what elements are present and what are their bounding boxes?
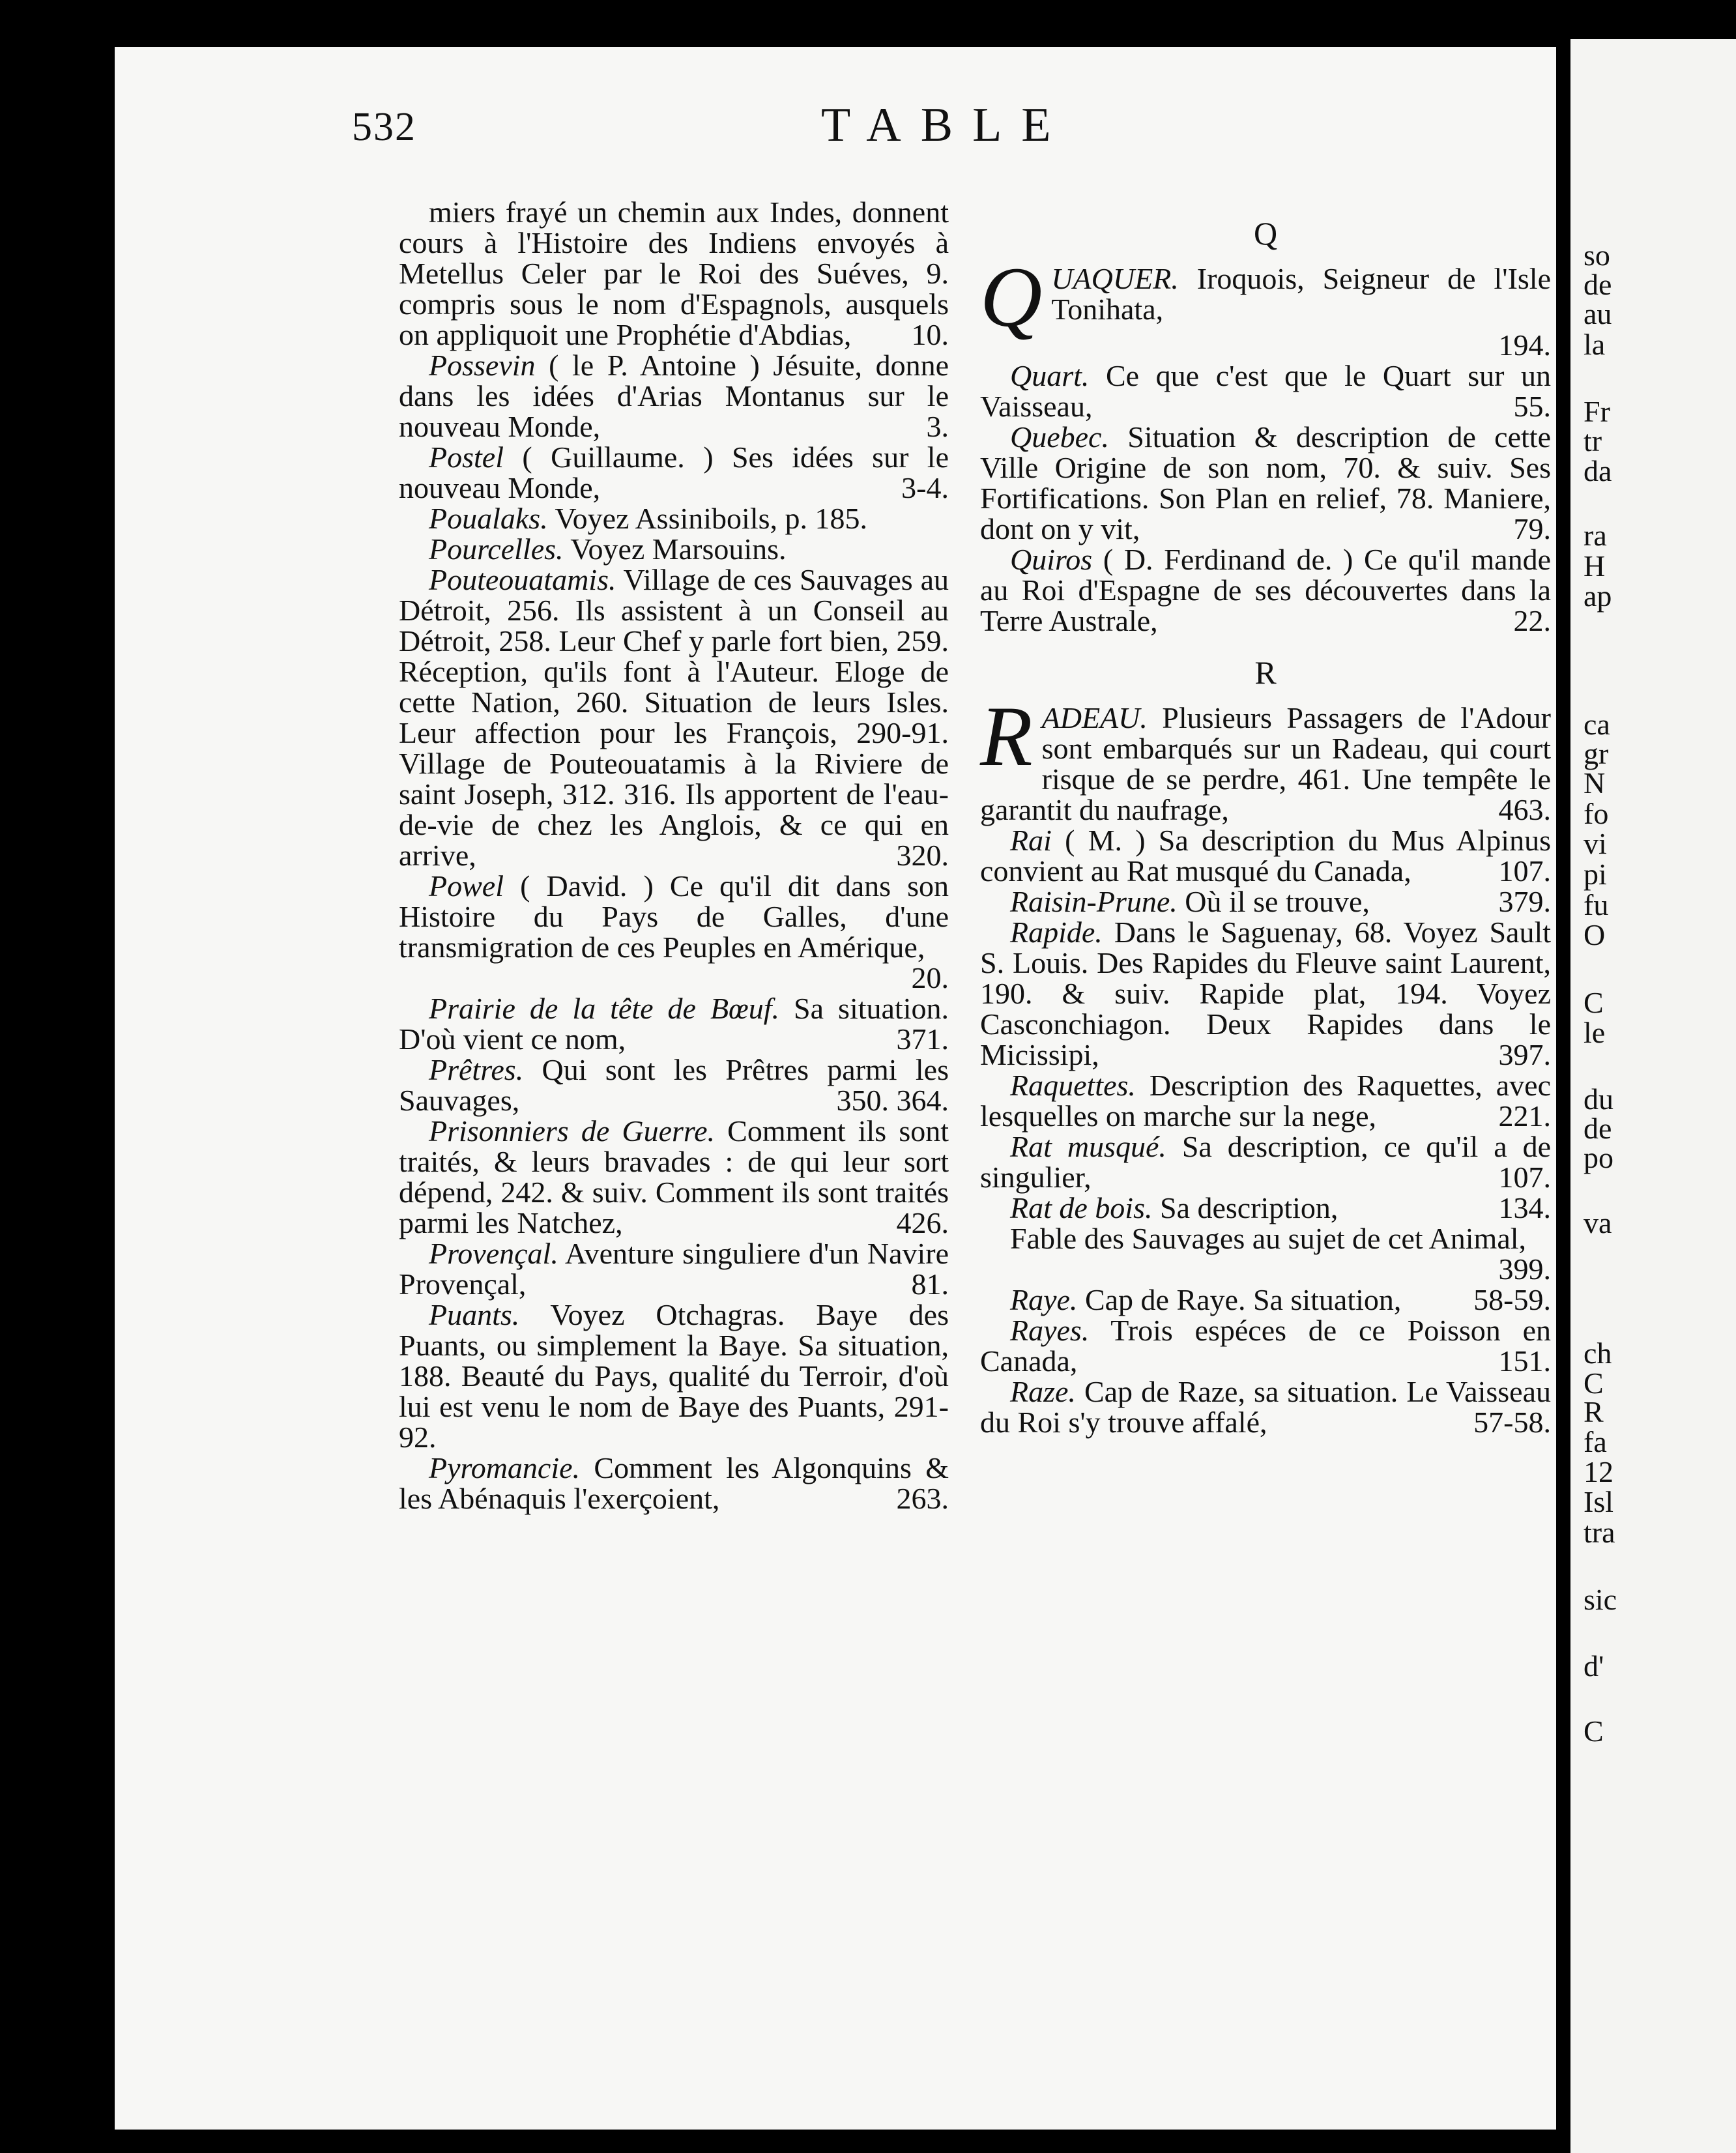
index-entry xyxy=(399,871,949,993)
entry-text: Cap de Raye. Sa situation, xyxy=(1084,1283,1402,1316)
facing-page-fragment: O xyxy=(1584,918,1606,951)
page-reference: 10. xyxy=(911,318,949,351)
facing-page-fragment: fa xyxy=(1584,1425,1607,1458)
facing-page-fragment: Fr xyxy=(1584,395,1610,428)
entry-heading: Rapide. xyxy=(1010,916,1103,949)
index-entry xyxy=(399,503,949,534)
entry-text: Village de ces Sauvages au Détroit, 256. Ils assistent à un Conseil au Détroit, 258. Leur Chef y parle fort bien, 259. Réception, qu'ils font à l'Auteur. Eloge de cette Nation, 260. Situation de leurs Isles. Leur affection pour les François, 290-91. Village de Pouteouatamis à la Riviere de saint Joseph, 312. 316. Ils apportent de l'eau-de-vie de chez les Anglois, & ce qui en arrive, xyxy=(399,563,949,872)
entry-heading: Raye. xyxy=(1010,1283,1078,1316)
page-reference: 58-59. xyxy=(1473,1283,1551,1316)
facing-page-fragment: du xyxy=(1584,1082,1613,1116)
index-entry xyxy=(399,197,949,350)
page-reference: 134. xyxy=(1498,1191,1551,1224)
index-entry xyxy=(980,1131,1551,1192)
entry-text: Description des Raquettes, avec lesquelles on marche sur la nege, xyxy=(980,1069,1552,1133)
index-entry xyxy=(399,1299,949,1452)
running-title: TABLE xyxy=(821,98,1071,152)
facing-page-fragment: ca xyxy=(1584,708,1610,741)
facing-page-fragment: C xyxy=(1584,986,1604,1019)
page-reference: 3. xyxy=(926,410,949,443)
entry-heading: Rat musqué. xyxy=(1010,1130,1166,1163)
index-entry xyxy=(980,1192,1551,1223)
page-reference: 397. xyxy=(1498,1038,1551,1071)
entry-heading: Raze. xyxy=(1010,1375,1076,1408)
index-entry xyxy=(980,1223,1551,1284)
facing-page-edge xyxy=(1570,39,1736,2153)
facing-page-fragment: fo xyxy=(1584,797,1609,830)
index-entry xyxy=(980,886,1551,917)
facing-page-fragment: ch xyxy=(1584,1337,1612,1370)
index-entry-quaquer: QUAQUER. Iroquois, Seigneur de l'Isle Tonihata, 194. xyxy=(980,249,1551,362)
entry-text: Cap de Raze, sa situation. Le Vaisseau du Roi s'y trouve affalé, xyxy=(980,1375,1551,1439)
page-reference: 221. xyxy=(1498,1099,1551,1133)
facing-page-fragment: le xyxy=(1584,1016,1606,1049)
page-reference: 379. xyxy=(1498,885,1551,918)
dropcap-r: R xyxy=(980,688,1033,784)
entry-text: Voyez Otchagras. Baye des Puants, ou simplement la Baye. Sa situation, 188. Beauté du Pays, qualité du Terroir, d'où lui est venu le nom de Baye des Puants, 291-92. xyxy=(399,1298,949,1454)
page-reference: 426. xyxy=(896,1206,949,1239)
entry-heading: Prêtres. xyxy=(429,1053,524,1086)
section-q-entries xyxy=(980,360,1551,636)
index-entry xyxy=(980,917,1551,1070)
entry-text: Comment ils sont traités, & leurs bravades : de qui leur sort dépend, 242. & suiv. Comment ils sont traités parmi les Natchez, xyxy=(399,1114,949,1239)
facing-page-fragment: tra xyxy=(1584,1516,1615,1549)
index-entry xyxy=(399,1452,949,1514)
entry-text: ( Guillaume. ) Ses idées sur le nouveau Monde, xyxy=(399,441,949,504)
entry-text: Aventure singuliere d'un Navire Provençal, xyxy=(399,1237,949,1301)
facing-page-fragment: 12 xyxy=(1584,1455,1613,1488)
entry-text: Dans le Saguenay, 68. Voyez Sault S. Louis. Des Rapides du Fleuve saint Laurent, 190. & suiv. Rapide plat, 194. Voyez Casconchiagon. Deux Rapides dans le Micissipi, xyxy=(980,916,1552,1071)
entry-text: ( le P. Antoine ) Jésuite, donne dans les idées d'Arias Montanus sur le nouveau Monde, xyxy=(399,349,949,443)
entry-heading: Provençal. xyxy=(429,1237,558,1270)
index-entry xyxy=(980,360,1551,422)
index-column-right xyxy=(980,197,1551,1438)
index-entry xyxy=(399,993,949,1054)
entry-text: ( M. ) Sa description du Mus Alpinus convient au Rat musqué du Canada, xyxy=(980,824,1551,888)
entry-text: Qui sont les Prêtres parmi les Sauvages, xyxy=(399,1053,949,1117)
entry-text: ( D. Ferdinand de. ) Ce qu'il mande au Roi d'Espagne de ses découvertes dans la Terre Australe, xyxy=(980,543,1552,637)
entry-text: ( David. ) Ce qu'il dit dans son Histoire du Pays de Galles, d'une transmigration de ces Peuples en Amérique, xyxy=(399,869,949,964)
entry-heading: Quiros xyxy=(1010,543,1093,576)
entry-heading: Quebec. xyxy=(1010,420,1109,454)
index-entry xyxy=(980,1070,1551,1131)
entry-text: Sa situation. D'où vient ce nom, xyxy=(399,992,949,1056)
facing-page-fragment: so xyxy=(1584,238,1610,272)
facing-page-fragment: R xyxy=(1584,1395,1604,1428)
facing-page-fragment: tr xyxy=(1584,424,1602,457)
index-entry xyxy=(980,825,1551,886)
section-r-entries xyxy=(980,825,1551,1438)
entry-heading: Rat de bois. xyxy=(1010,1191,1153,1224)
entry-heading: Raisin-Prune. xyxy=(1010,885,1178,918)
section-letter-q: Q xyxy=(1253,215,1278,252)
facing-page-fragment: da xyxy=(1584,454,1612,487)
entry-heading: Rai xyxy=(1010,824,1052,857)
index-entry xyxy=(399,350,949,442)
page-reference: 3-4. xyxy=(901,471,949,504)
entry-text: Voyez Marsouins. xyxy=(570,532,787,566)
facing-page-fragment: sic xyxy=(1584,1583,1617,1616)
index-entry xyxy=(399,564,949,871)
index-entry xyxy=(399,1116,949,1238)
index-entry xyxy=(399,534,949,564)
page-reference: 320. xyxy=(896,839,949,872)
page-reference: 263. xyxy=(896,1482,949,1515)
facing-page-fragment: la xyxy=(1584,328,1606,361)
entry-heading: Quart. xyxy=(1010,359,1090,392)
entry-text: Trois espéces de ce Poisson en Canada, xyxy=(980,1314,1551,1378)
page-reference: 350. 364. xyxy=(836,1084,949,1117)
page-reference: 151. xyxy=(1498,1344,1551,1378)
page-reference: 79. xyxy=(1513,512,1551,545)
index-entry-radeau: RADEAU. Plusieurs Passagers de l'Adour sont embarqués sur un Radeau, qui court risque de se perdre, 461. Une tempête le garantit du naufrage, 463. xyxy=(980,688,1552,826)
facing-page-fragment: ap xyxy=(1584,579,1612,613)
entry-heading: Powel xyxy=(429,869,504,903)
entry-text: Fable des Sauvages au sujet de cet Animal, xyxy=(1010,1222,1527,1255)
entry-text: Sa description, ce qu'il a de singulier, xyxy=(980,1130,1551,1194)
entry-heading: Raquettes. xyxy=(1010,1069,1136,1102)
entry-heading: Possevin xyxy=(429,349,536,382)
page-reference: 399. xyxy=(1498,1252,1551,1286)
page-reference: 371. xyxy=(896,1022,949,1056)
entry-heading: Rayes. xyxy=(1010,1314,1090,1347)
entry-text: Comment les Algonquins & les Abénaquis l'exerçoient, xyxy=(399,1451,949,1515)
facing-page-fragment: N xyxy=(1584,766,1606,800)
facing-page-fragment: au xyxy=(1584,297,1612,330)
entry-heading: Pyromancie. xyxy=(429,1451,581,1484)
entry-text: Où il se trouve, xyxy=(1185,885,1370,918)
facing-page-fragment: de xyxy=(1584,1112,1612,1145)
entry-text: Sa description, xyxy=(1159,1191,1338,1224)
facing-page-fragment: vi xyxy=(1584,827,1607,860)
facing-page-fragment: C xyxy=(1584,1714,1604,1748)
entry-text: miers frayé un chemin aux Indes, donnent cours à l'Histoire des Indiens envoyés à Metellus Celer par le Roi des Suéves, 9. compris sous le nom d'Espagnols, ausquels on appliquoit une Prophétie d'Abdias, xyxy=(399,195,949,351)
section-letter-r: R xyxy=(1254,654,1277,691)
entry-text: Voyez Assiniboils, p. 185. xyxy=(555,502,868,535)
index-entry xyxy=(399,442,949,503)
page-reference: 55. xyxy=(1513,390,1551,423)
index-entry xyxy=(980,544,1551,636)
page-number: 532 xyxy=(352,105,416,149)
facing-page-fragment: ra xyxy=(1584,519,1607,552)
entry-heading: Pouteouatamis. xyxy=(429,563,616,596)
page-reference: 107. xyxy=(1498,854,1551,888)
index-entry xyxy=(399,1054,949,1116)
facing-page-fragment: va xyxy=(1584,1206,1612,1239)
entry-heading: Prairie de la tête de Bœuf. xyxy=(429,992,780,1025)
index-entry xyxy=(980,1376,1551,1438)
facing-page-fragment: fu xyxy=(1584,888,1609,921)
facing-page-fragment: gr xyxy=(1584,737,1609,770)
page-header xyxy=(352,98,1460,169)
facing-page-fragment: de xyxy=(1584,268,1612,301)
index-column-left xyxy=(399,197,949,1514)
page-reference: 22. xyxy=(1513,604,1551,637)
entry-heading: Prisonniers de Guerre. xyxy=(429,1114,716,1148)
page-reference: 107. xyxy=(1498,1161,1551,1194)
page-reference: 20. xyxy=(911,961,949,994)
page-reference: 57-58. xyxy=(1473,1406,1551,1439)
facing-page-fragment: C xyxy=(1584,1366,1604,1400)
dropcap-q: Q xyxy=(980,249,1043,345)
facing-page-fragment: Isl xyxy=(1584,1485,1613,1518)
index-entry xyxy=(980,422,1551,544)
entry-heading: Pourcelles. xyxy=(429,532,564,566)
entry-heading: Poualaks. xyxy=(429,502,548,535)
facing-page-fragment: d' xyxy=(1584,1649,1604,1683)
facing-page-fragment: po xyxy=(1584,1141,1613,1174)
index-entry xyxy=(980,1315,1551,1376)
entry-heading: Postel xyxy=(429,441,504,474)
facing-page-fragment: pi xyxy=(1584,858,1607,891)
entry-text: Ce que c'est que le Quart sur un Vaisseau, xyxy=(980,359,1552,423)
entry-heading: Puants. xyxy=(429,1298,520,1331)
entry-text: Situation & description de cette Ville Origine de son nom, 70. & suiv. Ses Fortifications. Son Plan en relief, 78. Maniere, dont on y vit, xyxy=(980,420,1551,545)
facing-page-fragment: H xyxy=(1584,549,1606,583)
index-entry xyxy=(980,1284,1551,1315)
index-entry xyxy=(399,1238,949,1299)
page-reference: 81. xyxy=(911,1267,949,1301)
